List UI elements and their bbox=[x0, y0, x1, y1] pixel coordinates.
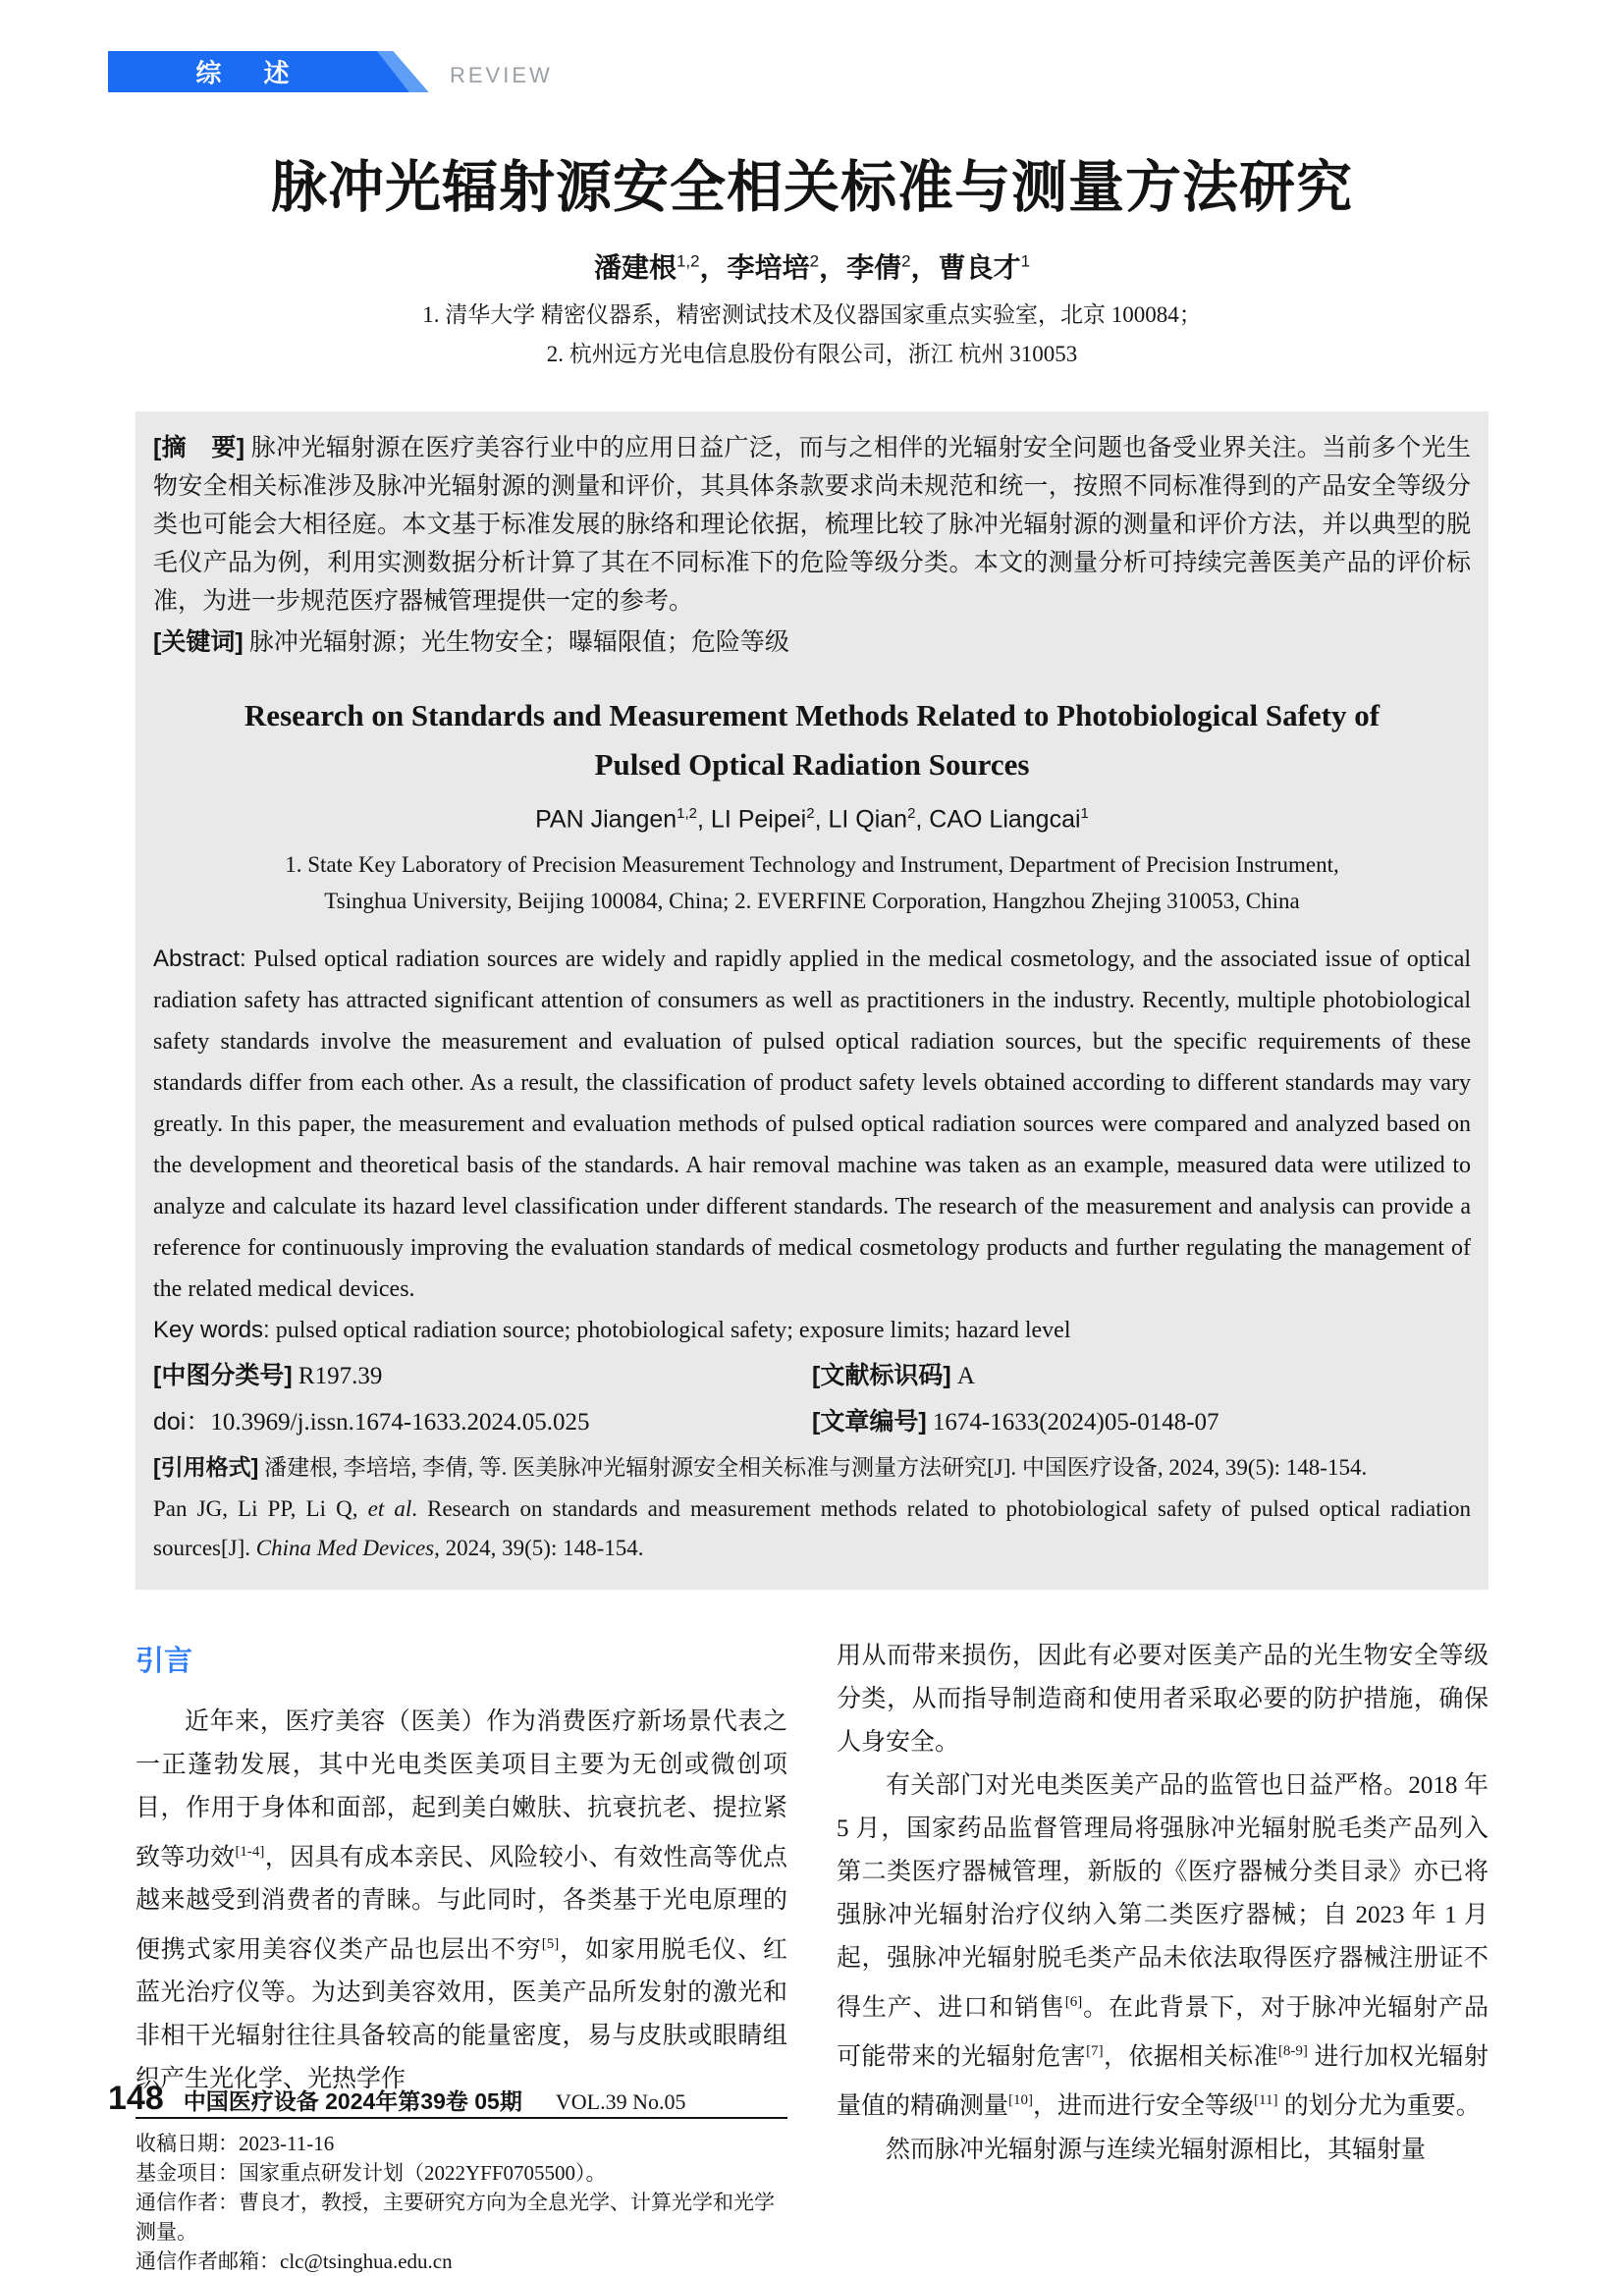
citation-en: Pan JG, Li PP, Li Q, et al. Research on standards and measurement methods related to photobiological safety of pulsed optical radiation sources[J]. China Med Devices, 2024, 39(5): 148-154. bbox=[153, 1495, 1471, 1560]
footnote-fund bbox=[135, 2158, 787, 2188]
citation-zh bbox=[153, 1447, 1471, 1488]
clc-number bbox=[153, 1353, 812, 1399]
affiliation-en bbox=[153, 846, 1471, 919]
abstract-box bbox=[135, 411, 1489, 1589]
intro-paragraph-1-continued: 用从而带来损伤，因此有必要对医美产品的光生物安全等级分类，从而指导制造商和使用者采取必要的防护措施，确保人身安全。 bbox=[837, 1642, 1489, 1756]
keywords-en-label: Key words: bbox=[153, 1316, 270, 1343]
keywords-zh bbox=[153, 623, 1471, 662]
article-title-en-line2: Pulsed Optical Radiation Sources bbox=[594, 747, 1030, 783]
affiliation-zh-2: 2. 杭州远方光电信息股份有限公司，浙江 杭州 310053 bbox=[546, 342, 1078, 367]
article-number-value: 1674-1633(2024)05-0148-07 bbox=[932, 1408, 1219, 1436]
left-column bbox=[135, 1635, 787, 2276]
footnote-email bbox=[135, 2247, 787, 2276]
banner-en-label: REVIEW bbox=[450, 63, 553, 87]
authors-zh: 潘建根$^{1,2}$，李培培$^2$，李倩$^2$，曹良才$^1$ bbox=[593, 251, 1031, 284]
doi-label: doi： bbox=[153, 1407, 211, 1436]
page-footer bbox=[108, 2080, 685, 2118]
abstract-zh-text: 脉冲光辐射源在医疗美容行业中的应用日益广泛，而与之相伴的光辐射安全问题也备受业界关注。当前多个光生物安全相关标准涉及脉冲光辐射源的测量和评价，其具体条款要求尚未规范和统一，按照不同标准得到的产品安全等级分类也可能会大相径庭。本文基于标准发展的脉络和理论依据，梳理比较了脉冲光辐射源的测量和评价方法，并以典型的脱毛仪产品为例，利用实测数据分析计算了其在不同标准下的危险等级分类。本文的测量分析可持续完善医美产品的评价标准，为进一步规范医疗器械管理提供一定的参考。 bbox=[153, 435, 1472, 616]
intro-paragraph-3: 然而脉冲光辐射源与连续光辐射源相比，其辐射量 bbox=[886, 2136, 1427, 2163]
page-number: 148 bbox=[108, 2080, 164, 2117]
abstract-zh-label: [摘 要] bbox=[153, 434, 245, 462]
footnote-corr-value: 曹良才，教授，主要研究方向为全息光学、计算光学和光学测量。 bbox=[135, 2191, 775, 2245]
article-title-en-line1: Research on Standards and Measurement Methods Related to Photobiological Safety of bbox=[244, 698, 1380, 733]
affiliation-en-line1: 1. State Key Laboratory of Precision Measurement Technology and Instrument, Department of Precision Instrument, bbox=[285, 851, 1339, 877]
body-columns bbox=[135, 1635, 1489, 2276]
authors-en: PAN Jiangen$^{1,2}$, LI Peipei$^2$, LI Qian$^2$, CAO Liangcai$^1$ bbox=[535, 805, 1089, 834]
affiliation-zh-1: 1. 清华大学 精密仪器系，精密测试技术及仪器国家重点实验室，北京 100084； bbox=[422, 302, 1202, 328]
footnote-email-value: clc@tsinghua.edu.cn bbox=[280, 2249, 453, 2274]
keywords-zh-label: [关键词] bbox=[153, 628, 244, 657]
footnote-received bbox=[135, 2129, 787, 2158]
meta-grid bbox=[153, 1353, 1471, 1445]
review-flag bbox=[108, 51, 432, 92]
doi-value: 10.3969/j.issn.1674-1633.2024.05.025 bbox=[210, 1408, 590, 1436]
document-code-label: [文献标识码] bbox=[812, 1361, 951, 1389]
abstract-zh bbox=[153, 429, 1471, 621]
keywords-en bbox=[153, 1310, 1471, 1351]
journal-issue-zh: 中国医疗设备 2024年第39卷 05期 bbox=[183, 2088, 522, 2114]
document-code-value: A bbox=[956, 1362, 975, 1389]
journal-volume-en: VOL.39 No.05 bbox=[555, 2089, 686, 2114]
article-number bbox=[812, 1399, 1471, 1445]
banner-zh-label: 综 述 bbox=[195, 58, 307, 88]
keywords-zh-text: 脉冲光辐射源；光生物安全；曝辐限值；危险等级 bbox=[248, 629, 789, 657]
article-number-label: [文章编号] bbox=[812, 1407, 927, 1436]
clc-label: [中图分类号] bbox=[153, 1361, 293, 1389]
intro-paragraph-1: 近年来，医疗美容（医美）作为消费医疗新场景代表之一正蓬勃发展，其中光电类医美项目主要为无创或微创项目，作用于身体和面部，起到美白嫩肤、抗衰抗老、提拉紧致等功效[1-4]，因具有成本亲民、风险较小、有效性高等优点越来越受到消费者的青睐。与此同时，各类基于光电原理的便携式家用美容仪类产品也层出不穷[5]，如家用脱毛仪、红蓝光治疗仪等。为达到美容效用，医美产品所发射的激光和非相干光辐射往往具备较高的能量密度，易与皮肤或眼睛组织产生光化学、光热学作 bbox=[135, 1707, 787, 2093]
article-title-en bbox=[153, 691, 1471, 789]
document-code bbox=[812, 1353, 1471, 1399]
citation-zh-text: 潘建根, 李培培, 李倩, 等. 医美脉冲光辐射源安全相关标准与测量方法研究[J]. 中国医疗设备, 2024, 39(5): 148-154. bbox=[264, 1454, 1368, 1480]
footnote-fund-label: 基金项目： bbox=[135, 2161, 239, 2186]
article-title-zh: 脉冲光辐射源安全相关标准与测量方法研究 bbox=[271, 157, 1353, 219]
intro-paragraph-2: 有关部门对光电类医美产品的监管也日益严格。2018 年 5 月，国家药品监督管理局将强脉冲光辐射脱毛类产品列入第二类医疗器械管理，新版的《医疗器械分类目录》亦已将强脉冲光辐射治疗仪纳入第二类医疗器械；自 2023 年 1 月起，强脉冲光辐射脱毛类产品未依法取得医疗器械注册证不得生产、进口和销售[6]。在此背景下，对于脉冲光辐射产品可能带来的光辐射危害[7]，依据相关标准[8-9] 进行加权光辐射量值的精确测量[10]，进而进行安全等级[11] 的划分尤为重要。 bbox=[837, 1771, 1489, 2120]
footnote-fund-value: 国家重点研发计划（2022YFF0705500）。 bbox=[239, 2161, 607, 2186]
footnote-block bbox=[135, 2117, 787, 2276]
clc-value: R197.39 bbox=[298, 1362, 383, 1389]
abstract-en-text: Pulsed optical radiation sources are widely and rapidly applied in the medical cosmetology, and the associated issue of optical radiation safety has attracted significant attention of consumers as well as practitioners in the industry. Recently, multiple photobiological safety standards involve the measurement and evaluation of pulsed optical radiation sources, but the specific requirements of these standards differ from each other. As a result, the classification of product safety levels obtained according to different standards may vary greatly. In this paper, the measurement and evaluation methods of pulsed optical radiation sources were compared and analyzed based on the development and theoretical basis of the standards. A hair removal machine was taken as an example, measured data were utilized to analyze and calculate its hazard level classification under different standards. The research of the measurement and analysis can provide a reference for continuously improving the evaluation standards of medical cosmetology products and further regulating the management of the related medical devices. bbox=[153, 946, 1472, 1302]
footnote-corresponding-author bbox=[135, 2188, 787, 2247]
footnote-corr-label: 通信作者： bbox=[135, 2191, 239, 2215]
abstract-en-label: Abstract: bbox=[153, 945, 246, 972]
citation-label: [引用格式] bbox=[153, 1453, 259, 1480]
section-heading-intro: 引言 bbox=[135, 1645, 193, 1677]
right-column bbox=[837, 1635, 1489, 2276]
keywords-en-text: pulsed optical radiation source; photobiological safety; exposure limits; hazard level bbox=[275, 1317, 1071, 1343]
doi bbox=[153, 1399, 812, 1445]
abstract-en bbox=[153, 939, 1471, 1310]
footnote-received-value: 2023-11-16 bbox=[239, 2132, 335, 2156]
affiliation-en-line2: Tsinghua University, Beijing 100084, China; 2. EVERFINE Corporation, Hangzhou Zhejing 310053, China bbox=[324, 888, 1300, 913]
footnote-received-label: 收稿日期： bbox=[135, 2132, 239, 2156]
footnote-email-label: 通信作者邮箱： bbox=[135, 2249, 280, 2274]
header-banner bbox=[108, 51, 1624, 92]
